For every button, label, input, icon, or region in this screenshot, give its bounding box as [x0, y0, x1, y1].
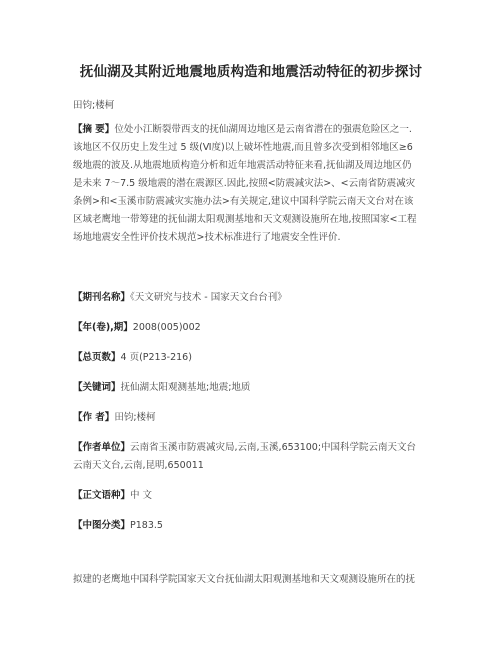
journal-field [73, 289, 433, 307]
abstract-line-1: 【摘 要】位处小江断裂带西支的抚仙湖周边地区是云南省潜在的强震危险区之一. [73, 124, 412, 135]
clc-label: 【中图分类】 [73, 520, 131, 531]
author-label: 【作 者】 [73, 412, 115, 423]
abstract-label: 【摘 要】 [73, 124, 115, 135]
keywords-label: 【关键词】 [73, 382, 121, 393]
document-title: 抚仙湖及其附近地震地质构造和地震活动特征的初步探讨 [79, 64, 423, 80]
abstract-line-4: 是未来 7～7.5 级地震的潜在震源区.因此,按照<防震减灾法>、<云南省防震减灾 [73, 178, 416, 189]
affiliation-line-2: 云南天文台,云南,昆明,650011 [73, 460, 204, 471]
affiliation-line-1: 【作者单位】云南省玉溪市防震减灾局,云南,玉溪,653100;中国科学院云南天文台 [73, 442, 417, 453]
journal-label: 【期刊名称】 [73, 292, 131, 303]
total-pages-field [73, 349, 433, 367]
abstract-line-5: 条例>和<玉溪市防震减灾实施办法>有关规定,建议中国科学院云南天文台对在该 [73, 196, 414, 207]
language-field [73, 487, 433, 505]
abstract-section [73, 121, 433, 247]
author-names: 田钧;楼柯 [73, 100, 115, 111]
year-value: 2008(005)002 [132, 322, 201, 333]
year-volume-field [73, 319, 433, 337]
language-value: 中 文 [130, 490, 153, 501]
pages-value: 4 页(P213-216) [120, 352, 192, 363]
year-label: 【年(卷),期】 [73, 322, 133, 333]
author-field [73, 409, 433, 427]
clc-value: P183.5 [130, 520, 163, 531]
pages-label: 【总页数】 [73, 352, 121, 363]
abstract-line-6: 区域老鹰地一带筹建的抚仙湖太阳观测基地和天文观测设施所在地,按照国家<工程 [73, 214, 417, 225]
classification-field [73, 517, 433, 535]
language-label: 【正文语种】 [73, 490, 131, 501]
body-paragraph: 拟建的老鹰地中国科学院国家天文台抚仙湖太阳观测基地和天文观测设施所在的抚 [73, 574, 416, 585]
author-value: 田钧;楼柯 [114, 412, 156, 423]
journal-value: 《天文研究与技术 - 国家天文台台刊》 [130, 292, 287, 303]
abstract-line-3: 级地震的波及.从地震地质构造分析和近年地震活动特征来看,抚仙湖及周边地区仍 [73, 160, 412, 171]
abstract-line-2: 该地区不仅历史上发生过 5 级(Ⅵ度)以上破坏性地震,而且曾多次受到相邻地区≥6 [73, 142, 413, 153]
abstract-line-7: 场地地震安全性评价技术规范>技术标准进行了地震安全性评价. [73, 232, 341, 243]
keywords-value: 抚仙湖太阳观测基地;地震;地质 [120, 382, 251, 393]
affiliation-label: 【作者单位】 [73, 442, 131, 453]
keywords-field [73, 379, 433, 397]
affiliation-field [73, 439, 433, 475]
